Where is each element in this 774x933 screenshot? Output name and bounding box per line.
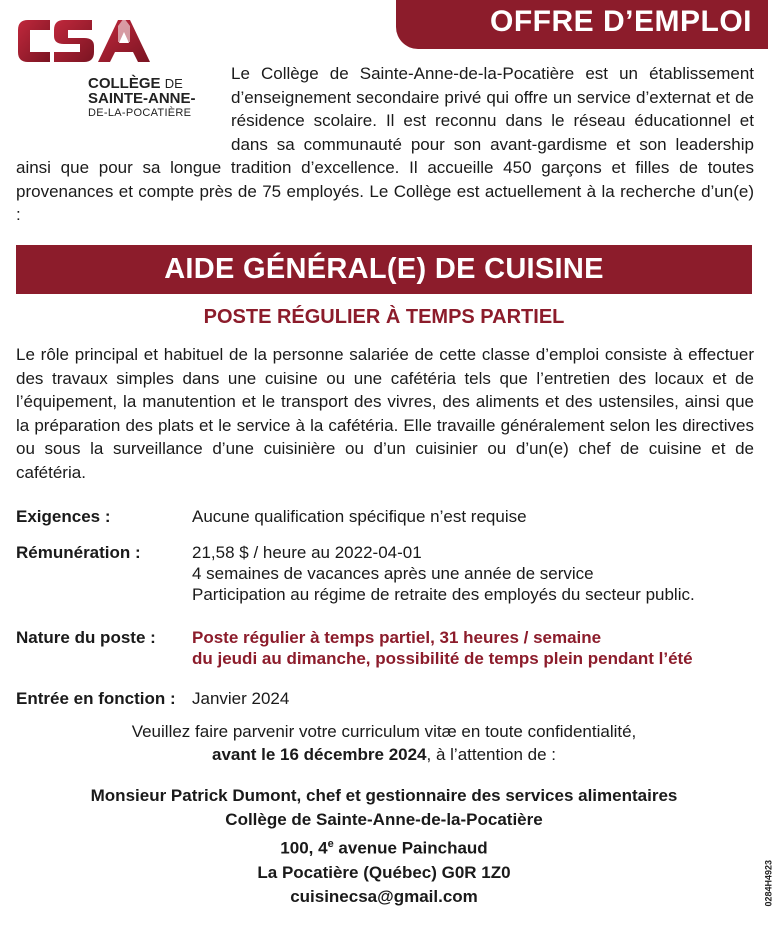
- job-subtitle: POSTE RÉGULIER À TEMPS PARTIEL: [203, 306, 565, 328]
- logo-line3: DE-LA-POCATIÈRE: [88, 107, 192, 119]
- nature-label: Nature du poste :: [16, 628, 156, 647]
- logo-line2: SAINTE-ANNE-: [88, 90, 196, 107]
- remuneration-line: Participation au régime de retraite des employés du secteur public.: [192, 585, 695, 604]
- nature-values: [192, 627, 693, 669]
- ad-code: 0284H4923: [764, 860, 774, 907]
- entree-value: Janvier 2024: [192, 689, 290, 708]
- header-banner: [396, 0, 768, 49]
- job-description: Le rôle principal et habituel de la personne salariée de cette classe d’emploi consiste à effectuer des travaux simples dans une cuisine ou une cafétéria tels que l’entretien des locaux et de l’équipement, la manutention et le transport des vivres, des aliments et des ustensiles, ainsi que la préparation des plats et le service à la cafétéria. Elle travaille généralement selon les directives ou sous la surveillance d’une cuisinière ou d’un cuisinier ou d’un(e) chef de cuisine et de cafétéria.: [16, 345, 754, 482]
- remuneration-line: 21,58 $ / heure au 2022-04-01: [192, 543, 422, 562]
- exigences-value: Aucune qualification spécifique n’est requise: [192, 507, 527, 526]
- nature-line: du jeudi au dimanche, possibilité de temps plein pendant l’été: [192, 649, 693, 668]
- intro-paragraph: [16, 62, 754, 227]
- contact-name: Monsieur Patrick Dumont, chef et gestionnaire des services alimentaires: [90, 786, 678, 805]
- intro-text: Le Collège de Sainte-Anne-de-la-Pocatière est un établissement d’enseignement secondaire privé qui offre un service d’externat et de résidence scolaire. Il est reconnu dans le réseau éducationnel et dans sa communauté pour son avant-gardisme et son leadership ainsi que pour sa longue tradition d’excellence. Il accueille 450 garçons et filles de toutes provenances et compte près de 75 employés. Le Collège est actuellement à la recherche d’un(e) :: [16, 64, 754, 224]
- logo-line1-rest: DE: [164, 76, 183, 91]
- contact-line2: [16, 743, 752, 766]
- contact-email[interactable]: cuisinecsa@gmail.com: [290, 886, 478, 906]
- logo-line1-bold: COLLÈGE: [88, 75, 161, 92]
- remuneration-values: [192, 542, 695, 605]
- nature-line: Poste régulier à temps partiel, 31 heures / semaine: [192, 628, 602, 647]
- exigences-label: Exigences :: [16, 507, 111, 526]
- contact-line2-rest: , à l’attention de :: [426, 745, 556, 764]
- remuneration-line: 4 semaines de vacances après une année de service: [192, 564, 594, 583]
- contact-instructions: [16, 720, 752, 766]
- header-banner-text: OFFRE D’EMPLOI: [490, 5, 752, 38]
- contact-city: La Pocatière (Québec) G0R 1Z0: [257, 862, 511, 882]
- entree-label: Entrée en fonction :: [16, 689, 176, 708]
- job-title-bar: [16, 245, 752, 294]
- job-title: AIDE GÉNÉRAL(E) DE CUISINE: [164, 253, 604, 285]
- contact-line1: Veuillez faire parvenir votre curriculum vitæ en toute confidentialité,: [131, 722, 637, 741]
- contact-address: [16, 784, 752, 909]
- contact-org: Collège de Sainte-Anne-de-la-Pocatière: [225, 810, 543, 829]
- deadline: avant le 16 décembre 2024: [211, 745, 427, 764]
- contact-street: 100, 4e avenue Painchaud: [280, 838, 488, 858]
- remuneration-label: Rémunération :: [16, 543, 141, 562]
